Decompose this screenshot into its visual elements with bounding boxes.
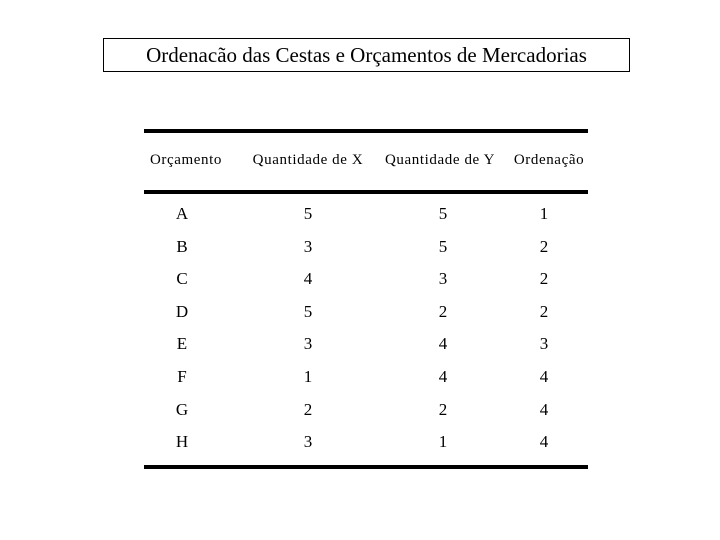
table-cell-quantidade-x: 3 — [303, 334, 313, 354]
table-cell-ordenacao: 2 — [539, 301, 549, 321]
table-cell-quantidade-y: 5 — [438, 204, 448, 223]
table-cell-orcamento: B — [176, 236, 188, 256]
table-row — [144, 400, 588, 422]
table-cell-quantidade-y: 2 — [438, 301, 448, 321]
table-cell-ordenacao: 2 — [539, 236, 549, 256]
table-cell-orcamento: F — [177, 367, 187, 386]
table-cell-ordenacao: 4 — [539, 367, 549, 386]
table-cell-quantidade-y: 5 — [438, 236, 448, 256]
header-ordenacao: Ordenação — [513, 152, 585, 168]
header-orcamento: Orçamento — [149, 152, 223, 168]
table-cell-quantidade-x: 1 — [303, 367, 313, 386]
table-cell-ordenacao: 4 — [539, 432, 549, 452]
table-cell-ordenacao: 3 — [539, 334, 549, 354]
table-row — [144, 204, 588, 226]
table-cell-quantidade-x: 5 — [303, 301, 313, 321]
table-cell-orcamento: C — [176, 269, 188, 289]
table-row — [144, 237, 588, 259]
table-cell-quantidade-x: 3 — [303, 236, 313, 256]
table-cell-orcamento: G — [175, 399, 189, 419]
header-quantidade-y: Quantidade de Y — [384, 152, 496, 168]
table-cell-quantidade-y: 2 — [438, 399, 448, 419]
table-cell-ordenacao: 1 — [539, 204, 549, 223]
table-cell-orcamento: D — [175, 301, 189, 321]
table-cell-orcamento: A — [175, 204, 189, 223]
table-cell-quantidade-y: 3 — [438, 269, 448, 289]
table-header-row — [144, 152, 588, 174]
table-row — [144, 269, 588, 291]
page-title: Ordenacão das Cestas e Orçamentos de Mercadorias — [103, 38, 630, 72]
table-cell-quantidade-x: 5 — [303, 204, 313, 223]
table-cell-quantidade-y: 4 — [438, 367, 448, 386]
table-header-rule — [144, 190, 588, 194]
table-cell-quantidade-y: 4 — [438, 334, 448, 354]
table-top-rule — [144, 129, 588, 133]
table-cell-quantidade-x: 2 — [303, 399, 313, 419]
table-cell-orcamento: H — [175, 432, 189, 452]
table-cell-ordenacao: 4 — [539, 399, 549, 419]
table-row — [144, 334, 588, 356]
table-cell-quantidade-x: 4 — [303, 269, 313, 289]
table-cell-quantidade-y: 1 — [438, 432, 448, 452]
table-row — [144, 302, 588, 324]
table-cell-orcamento: E — [176, 334, 188, 354]
table-cell-ordenacao: 2 — [539, 269, 549, 289]
table-row — [144, 432, 588, 454]
table-row — [144, 367, 588, 389]
header-quantidade-x: Quantidade de X — [252, 152, 364, 168]
table-cell-quantidade-x: 3 — [303, 432, 313, 452]
table-bottom-rule — [144, 465, 588, 469]
